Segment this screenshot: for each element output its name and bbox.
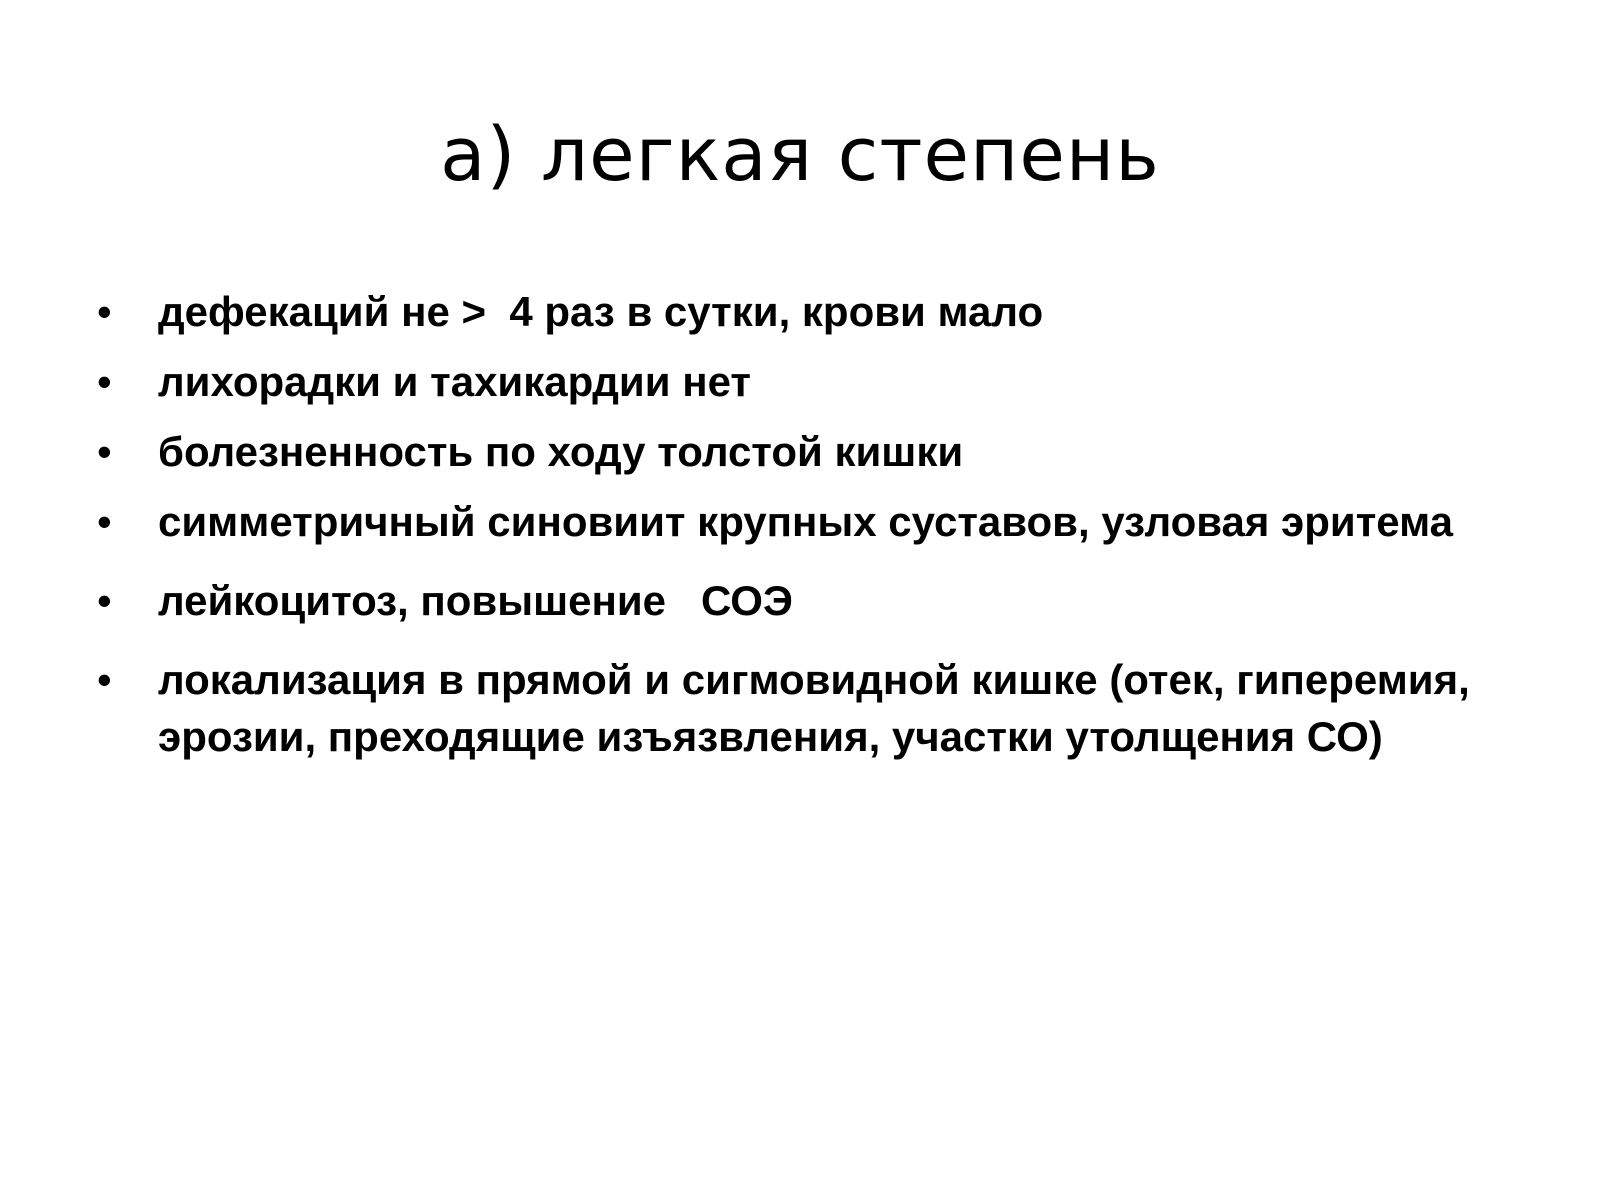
list-item xyxy=(95,572,1515,629)
list-item-text: симметричный синовиит крупных суставов, узловая эритема xyxy=(158,498,1453,545)
list-item xyxy=(95,493,1515,550)
list-item xyxy=(95,353,1515,410)
list-item-text: болезненность по ходу толстой кишки xyxy=(158,428,964,475)
slide-title: а) легкая степень xyxy=(440,112,1160,198)
bullet-icon: • xyxy=(97,358,112,405)
list-item xyxy=(95,651,1515,765)
list-item xyxy=(95,283,1515,340)
list-item-text: лейкоцитоз, повышение СОЭ xyxy=(158,577,793,624)
bullet-icon: • xyxy=(97,288,112,335)
bullet-icon: • xyxy=(97,428,112,475)
list-item-text: лихорадки и тахикардии нет xyxy=(158,358,751,405)
list-item xyxy=(95,423,1515,480)
list-item-text: локализация в прямой и сигмовидной кишке (отек, гиперемия, эрозии, преходящие изъязвления, участки утолщения СО) xyxy=(158,656,1482,760)
list-item-text: дефекаций не > 4 раз в сутки, крови мало xyxy=(158,288,1044,335)
bullet-icon: • xyxy=(97,656,112,703)
bullet-icon: • xyxy=(97,498,112,545)
bullet-icon: • xyxy=(97,577,112,624)
bullet-list xyxy=(95,283,1515,778)
